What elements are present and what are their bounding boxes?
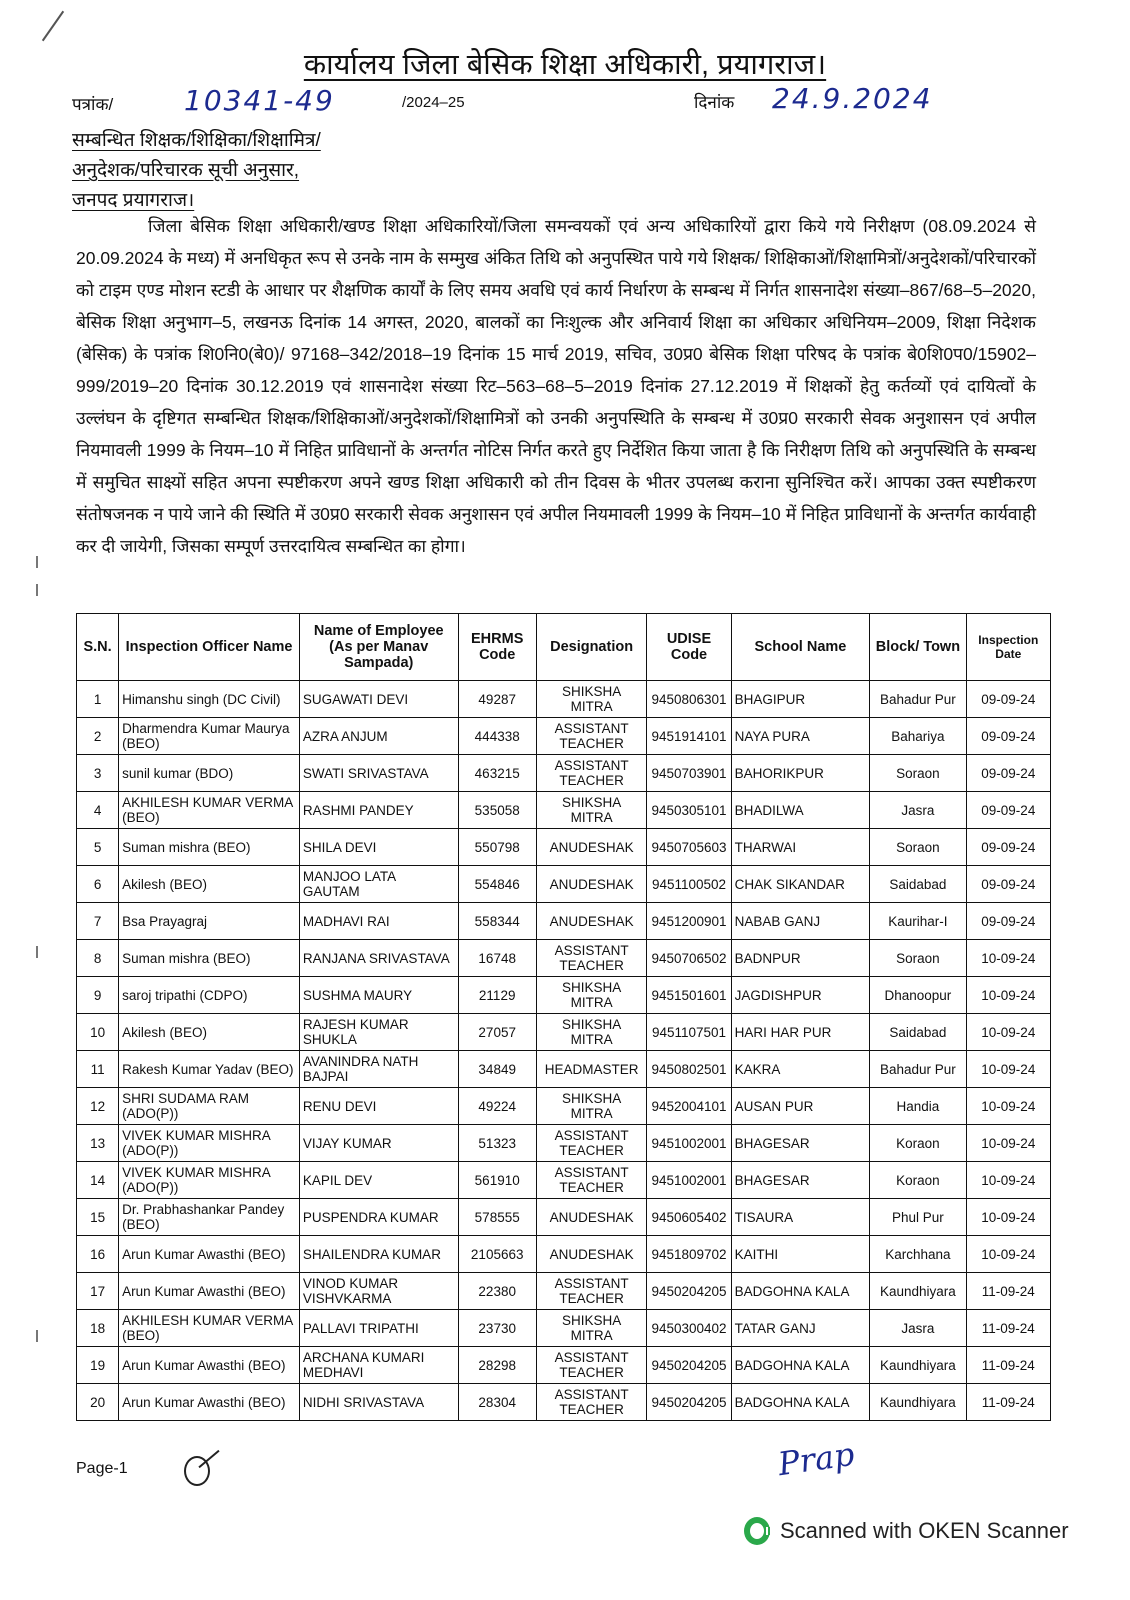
cell-udise: 9451002001 bbox=[647, 1162, 731, 1199]
cell-school: NABAB GANJ bbox=[731, 903, 870, 940]
cell-block: Phul Pur bbox=[870, 1199, 966, 1236]
office-title-text: कार्यालय जिला बेसिक शिक्षा अधिकारी, प्रयागराज। bbox=[303, 49, 827, 81]
cell-ehrms: 16748 bbox=[458, 940, 536, 977]
cell-date: 10-09-24 bbox=[966, 1125, 1050, 1162]
table-body bbox=[77, 681, 1051, 1421]
cell-school: BHAGESAR bbox=[731, 1162, 870, 1199]
cell-sn: 10 bbox=[77, 1014, 119, 1051]
scanner-watermark-text: Scanned with OKEN Scanner bbox=[780, 1518, 1069, 1543]
cell-date: 11-09-24 bbox=[966, 1347, 1050, 1384]
cell-udise: 9450305101 bbox=[647, 792, 731, 829]
cell-officer: sunil kumar (BDO) bbox=[119, 755, 300, 792]
cell-sn: 8 bbox=[77, 940, 119, 977]
cell-school: BHAGESAR bbox=[731, 1125, 870, 1162]
cell-designation: ANUDESHAK bbox=[536, 829, 646, 866]
cell-date: 11-09-24 bbox=[966, 1273, 1050, 1310]
cell-school: AUSAN PUR bbox=[731, 1088, 870, 1125]
cell-school: KAITHI bbox=[731, 1236, 870, 1273]
cell-employee: ARCHANA KUMARI MEDHAVI bbox=[299, 1347, 458, 1384]
cell-employee: RASHMI PANDEY bbox=[299, 792, 458, 829]
cell-udise: 9450204205 bbox=[647, 1384, 731, 1421]
cell-udise: 9450204205 bbox=[647, 1273, 731, 1310]
cell-block: Koraon bbox=[870, 1125, 966, 1162]
addressee-line-2: अनुदेशक/परिचारक सूची अनुसार, bbox=[72, 160, 300, 181]
table-row bbox=[77, 977, 1051, 1014]
cell-udise: 9450705603 bbox=[647, 829, 731, 866]
table-row bbox=[77, 718, 1051, 755]
addressee-line-1: सम्बन्धित शिक्षक/शिक्षिका/शिक्षामित्र/ bbox=[72, 130, 321, 151]
cell-designation: ASSISTANT TEACHER bbox=[536, 1347, 646, 1384]
table-row bbox=[77, 792, 1051, 829]
cell-udise: 9451100502 bbox=[647, 866, 731, 903]
cell-ehrms: 561910 bbox=[458, 1162, 536, 1199]
col-header-designation: Designation bbox=[536, 614, 646, 681]
cell-sn: 18 bbox=[77, 1310, 119, 1347]
table-row bbox=[77, 1162, 1051, 1199]
cell-udise: 9451107501 bbox=[647, 1014, 731, 1051]
table-row bbox=[77, 1236, 1051, 1273]
cell-date: 10-09-24 bbox=[966, 1088, 1050, 1125]
margin-mark bbox=[36, 584, 38, 596]
scanner-watermark bbox=[744, 1517, 1069, 1545]
cell-designation: SHIKSHA MITRA bbox=[536, 977, 646, 1014]
cell-school: BHADILWA bbox=[731, 792, 870, 829]
col-header-udise: UDISE Code bbox=[647, 614, 731, 681]
cell-officer: Rakesh Kumar Yadav (BEO) bbox=[119, 1051, 300, 1088]
cell-date: 10-09-24 bbox=[966, 1014, 1050, 1051]
cell-udise: 9450300402 bbox=[647, 1310, 731, 1347]
cell-ehrms: 2105663 bbox=[458, 1236, 536, 1273]
cell-block: Soraon bbox=[870, 940, 966, 977]
cell-employee: VINOD KUMAR VISHVKARMA bbox=[299, 1273, 458, 1310]
table-row bbox=[77, 866, 1051, 903]
margin-mark bbox=[36, 556, 38, 568]
cell-sn: 15 bbox=[77, 1199, 119, 1236]
cell-ehrms: 554846 bbox=[458, 866, 536, 903]
office-title bbox=[0, 44, 1130, 83]
cell-employee: KAPIL DEV bbox=[299, 1162, 458, 1199]
table-row bbox=[77, 1347, 1051, 1384]
cell-date: 09-09-24 bbox=[966, 755, 1050, 792]
absentee-table bbox=[76, 613, 1051, 1421]
table-row bbox=[77, 1088, 1051, 1125]
cell-ehrms: 463215 bbox=[458, 755, 536, 792]
cell-block: Jasra bbox=[870, 792, 966, 829]
page-number: Page-1 bbox=[76, 1460, 128, 1477]
cell-sn: 1 bbox=[77, 681, 119, 718]
col-header-school: School Name bbox=[731, 614, 870, 681]
cell-block: Jasra bbox=[870, 1310, 966, 1347]
cell-ehrms: 558344 bbox=[458, 903, 536, 940]
table-row bbox=[77, 1384, 1051, 1421]
cell-date: 09-09-24 bbox=[966, 681, 1050, 718]
date-handwritten: 24.9.2024 bbox=[772, 82, 933, 115]
ref-label: पत्रांक/ bbox=[72, 95, 114, 114]
cell-udise: 9450802501 bbox=[647, 1051, 731, 1088]
cell-employee: VIJAY KUMAR bbox=[299, 1125, 458, 1162]
cell-designation: ANUDESHAK bbox=[536, 866, 646, 903]
cell-school: BAHORIKPUR bbox=[731, 755, 870, 792]
cell-employee: RANJANA SRIVASTAVA bbox=[299, 940, 458, 977]
cell-officer: Dharmendra Kumar Maurya (BEO) bbox=[119, 718, 300, 755]
cell-officer: AKHILESH KUMAR VERMA (BEO) bbox=[119, 792, 300, 829]
ref-year: /2024–25 bbox=[402, 94, 465, 111]
cell-ehrms: 51323 bbox=[458, 1125, 536, 1162]
cell-date: 10-09-24 bbox=[966, 977, 1050, 1014]
cell-udise: 9450703901 bbox=[647, 755, 731, 792]
cell-employee: SHILA DEVI bbox=[299, 829, 458, 866]
col-header-officer: Inspection Officer Name bbox=[119, 614, 300, 681]
cell-udise: 9451200901 bbox=[647, 903, 731, 940]
cell-employee: PUSPENDRA KUMAR bbox=[299, 1199, 458, 1236]
cell-sn: 20 bbox=[77, 1384, 119, 1421]
cell-udise: 9450204205 bbox=[647, 1347, 731, 1384]
cell-block: Kaundhiyara bbox=[870, 1273, 966, 1310]
cell-date: 10-09-24 bbox=[966, 1236, 1050, 1273]
cell-designation: ANUDESHAK bbox=[536, 1236, 646, 1273]
cell-sn: 16 bbox=[77, 1236, 119, 1273]
table-row bbox=[77, 1199, 1051, 1236]
col-header-block: Block/ Town bbox=[870, 614, 966, 681]
cell-officer: Arun Kumar Awasthi (BEO) bbox=[119, 1273, 300, 1310]
cell-school: HARI HAR PUR bbox=[731, 1014, 870, 1051]
cell-officer: SHRI SUDAMA RAM (ADO(P)) bbox=[119, 1088, 300, 1125]
cell-officer: Arun Kumar Awasthi (BEO) bbox=[119, 1236, 300, 1273]
cell-ehrms: 49287 bbox=[458, 681, 536, 718]
cell-udise: 9451002001 bbox=[647, 1125, 731, 1162]
cell-block: Bahariya bbox=[870, 718, 966, 755]
cell-sn: 11 bbox=[77, 1051, 119, 1088]
cell-employee: AZRA ANJUM bbox=[299, 718, 458, 755]
cell-designation: ASSISTANT TEACHER bbox=[536, 718, 646, 755]
cell-udise: 9450605402 bbox=[647, 1199, 731, 1236]
cell-designation: ASSISTANT TEACHER bbox=[536, 1162, 646, 1199]
cell-block: Karchhana bbox=[870, 1236, 966, 1273]
reference-row bbox=[72, 82, 1032, 124]
cell-ehrms: 23730 bbox=[458, 1310, 536, 1347]
cell-designation: SHIKSHA MITRA bbox=[536, 681, 646, 718]
cell-school: TISAURA bbox=[731, 1199, 870, 1236]
cell-sn: 14 bbox=[77, 1162, 119, 1199]
cell-sn: 3 bbox=[77, 755, 119, 792]
cell-designation: SHIKSHA MITRA bbox=[536, 1088, 646, 1125]
cell-employee: SUGAWATI DEVI bbox=[299, 681, 458, 718]
cell-school: THARWAI bbox=[731, 829, 870, 866]
cell-sn: 13 bbox=[77, 1125, 119, 1162]
cell-officer: Arun Kumar Awasthi (BEO) bbox=[119, 1347, 300, 1384]
cell-date: 10-09-24 bbox=[966, 1199, 1050, 1236]
cell-date: 10-09-24 bbox=[966, 940, 1050, 977]
cell-officer: Suman mishra (BEO) bbox=[119, 829, 300, 866]
ref-number-handwritten: 10341-49 bbox=[184, 84, 335, 117]
cell-block: Dhanoopur bbox=[870, 977, 966, 1014]
cell-sn: 7 bbox=[77, 903, 119, 940]
cell-employee: SHAILENDRA KUMAR bbox=[299, 1236, 458, 1273]
cell-designation: ASSISTANT TEACHER bbox=[536, 1273, 646, 1310]
cell-employee: MANJOO LATA GAUTAM bbox=[299, 866, 458, 903]
table-row bbox=[77, 1125, 1051, 1162]
cell-designation: HEADMASTER bbox=[536, 1051, 646, 1088]
cell-ehrms: 28304 bbox=[458, 1384, 536, 1421]
cell-date: 09-09-24 bbox=[966, 829, 1050, 866]
cell-ehrms: 550798 bbox=[458, 829, 536, 866]
col-header-ehrms: EHRMS Code bbox=[458, 614, 536, 681]
cell-sn: 12 bbox=[77, 1088, 119, 1125]
cell-ehrms: 578555 bbox=[458, 1199, 536, 1236]
cell-officer: saroj tripathi (CDPO) bbox=[119, 977, 300, 1014]
cell-date: 10-09-24 bbox=[966, 1162, 1050, 1199]
cell-sn: 6 bbox=[77, 866, 119, 903]
cell-ehrms: 27057 bbox=[458, 1014, 536, 1051]
margin-mark bbox=[36, 946, 38, 958]
table-row bbox=[77, 1273, 1051, 1310]
cell-designation: SHIKSHA MITRA bbox=[536, 792, 646, 829]
cell-block: Koraon bbox=[870, 1162, 966, 1199]
cell-school: BADNPUR bbox=[731, 940, 870, 977]
cell-officer: Dr. Prabhashankar Pandey (BEO) bbox=[119, 1199, 300, 1236]
cell-employee: RENU DEVI bbox=[299, 1088, 458, 1125]
table-header-row bbox=[77, 614, 1051, 681]
cell-officer: AKHILESH KUMAR VERMA (BEO) bbox=[119, 1310, 300, 1347]
cell-employee: RAJESH KUMAR SHUKLA bbox=[299, 1014, 458, 1051]
cell-sn: 9 bbox=[77, 977, 119, 1014]
cell-officer: VIVEK KUMAR MISHRA (ADO(P)) bbox=[119, 1125, 300, 1162]
cell-school: BADGOHNA KALA bbox=[731, 1347, 870, 1384]
cell-sn: 5 bbox=[77, 829, 119, 866]
cell-block: Bahadur Pur bbox=[870, 1051, 966, 1088]
cell-ehrms: 22380 bbox=[458, 1273, 536, 1310]
cell-designation: ASSISTANT TEACHER bbox=[536, 1125, 646, 1162]
cell-block: Kaundhiyara bbox=[870, 1384, 966, 1421]
cell-designation: ANUDESHAK bbox=[536, 1199, 646, 1236]
cell-officer: Akilesh (BEO) bbox=[119, 1014, 300, 1051]
cell-ehrms: 444338 bbox=[458, 718, 536, 755]
officer-signature: Prap bbox=[775, 1434, 857, 1484]
cell-employee: NIDHI SRIVASTAVA bbox=[299, 1384, 458, 1421]
cell-designation: ASSISTANT TEACHER bbox=[536, 1384, 646, 1421]
cell-designation: ASSISTANT TEACHER bbox=[536, 755, 646, 792]
cell-block: Kaurihar-I bbox=[870, 903, 966, 940]
table-row bbox=[77, 755, 1051, 792]
cell-block: Soraon bbox=[870, 829, 966, 866]
cell-date: 09-09-24 bbox=[966, 792, 1050, 829]
cell-employee: AVANINDRA NATH BAJPAI bbox=[299, 1051, 458, 1088]
date-label: दिनांक bbox=[694, 93, 735, 112]
cell-date: 11-09-24 bbox=[966, 1384, 1050, 1421]
cell-school: CHAK SIKANDAR bbox=[731, 866, 870, 903]
cell-officer: Akilesh (BEO) bbox=[119, 866, 300, 903]
notice-body-paragraph: जिला बेसिक शिक्षा अधिकारी/खण्ड शिक्षा अधिकारियों/जिला समन्वयकों एवं अन्य अधिकारियों द्वारा किये गये निरीक्षण (08.09.2024 से 20.09.2024 के मध्य) में अनधिकृत रूप से उनके नाम के सम्मुख अंकित तिथि को अनुपस्थित पाये गये शिक्षक/ शिक्षिकाओं/शिक्षामित्रों/अनुदेशकों/परिचारकों को टाइम एण्ड मोशन स्टडी के आधार पर शैक्षणिक कार्यों के लिए समय अवधि एवं कार्य निर्धारण के सम्बन्ध में निर्गत शासनादेश संख्या–867/68–5–2020, बेसिक शिक्षा अनुभाग–5, लखनऊ दिनांक 14 अगस्त, 2020, बालकों का निःशुल्क और अनिवार्य शिक्षा का अधिकार अधिनियम–2009, शिक्षा निदेशक (बेसिक) के पत्रांक शि0नि0(बे0)/ 97168–342/2018–19 दिनांक 15 मार्च 2019, सचिव, उ0प्र0 बेसिक शिक्षा परिषद के पत्रांक बे0शि0प0/15902–999/2019–20 दिनांक 30.12.2019 एवं शासनादेश संख्या रिट–563–68–5–2019 दिनांक 27.12.2019 में शिक्षकों हेतु कर्तव्यों एवं दायित्वों के उल्लंघन के दृष्टिगत सम्बन्धित शिक्षक/शिक्षिकाओं/अनुदेशकों/शिक्षामित्रों को उनकी अनुपस्थिति के सम्बन्ध में उ0प्र0 सरकारी सेवक अनुशासन एवं अपील नियमावली 1999 के नियम–10 में निहित प्राविधानों के अन्तर्गत नोटिस निर्गत करते हुए निर्देशित किया जाता है कि निरीक्षण तिथि को अनुपस्थिति के सम्बन्ध में समुचित साक्ष्यों सहित अपना स्पष्टीकरण अपने खण्ड शिक्षा अधिकारी को तीन दिवस के भीतर उपलब्ध कराना सुनिश्चित करें। आपका उक्त स्पष्टीकरण संतोषजनक न पाये जाने की स्थिति में उ0प्र0 सरकारी सेवक अनुशासन एवं अपील नियमावली 1999 के नियम–10 में निहित प्राविधानों के अन्तर्गत कार्यवाही कर दी जायेगी, जिसका सम्पूर्ण उत्तरदायित्व सम्बन्धित का होगा। bbox=[76, 216, 1036, 556]
margin-mark bbox=[36, 1330, 38, 1342]
oken-scanner-logo-icon bbox=[744, 1517, 770, 1545]
cell-designation: ANUDESHAK bbox=[536, 903, 646, 940]
col-header-date: Inspection Date bbox=[966, 614, 1050, 681]
cell-udise: 9450806301 bbox=[647, 681, 731, 718]
cell-officer: Bsa Prayagraj bbox=[119, 903, 300, 940]
cell-ehrms: 49224 bbox=[458, 1088, 536, 1125]
cell-date: 09-09-24 bbox=[966, 718, 1050, 755]
cell-ehrms: 34849 bbox=[458, 1051, 536, 1088]
cell-ehrms: 535058 bbox=[458, 792, 536, 829]
cell-block: Saidabad bbox=[870, 866, 966, 903]
pen-stroke-mark bbox=[42, 11, 64, 42]
cell-block: Bahadur Pur bbox=[870, 681, 966, 718]
cell-school: NAYA PURA bbox=[731, 718, 870, 755]
cell-date: 09-09-24 bbox=[966, 866, 1050, 903]
table-row bbox=[77, 1051, 1051, 1088]
cell-block: Saidabad bbox=[870, 1014, 966, 1051]
cell-sn: 19 bbox=[77, 1347, 119, 1384]
cell-school: JAGDISHPUR bbox=[731, 977, 870, 1014]
cell-date: 10-09-24 bbox=[966, 1051, 1050, 1088]
cell-udise: 9450706502 bbox=[647, 940, 731, 977]
cell-employee: SWATI SRIVASTAVA bbox=[299, 755, 458, 792]
cell-employee: MADHAVI RAI bbox=[299, 903, 458, 940]
table-row bbox=[77, 829, 1051, 866]
cell-officer: Arun Kumar Awasthi (BEO) bbox=[119, 1384, 300, 1421]
cell-udise: 9451809702 bbox=[647, 1236, 731, 1273]
table-row bbox=[77, 681, 1051, 718]
cell-school: TATAR GANJ bbox=[731, 1310, 870, 1347]
col-header-sn: S.N. bbox=[77, 614, 119, 681]
cell-school: BADGOHNA KALA bbox=[731, 1384, 870, 1421]
cell-date: 11-09-24 bbox=[966, 1310, 1050, 1347]
cell-udise: 9452004101 bbox=[647, 1088, 731, 1125]
cell-officer: VIVEK KUMAR MISHRA (ADO(P)) bbox=[119, 1162, 300, 1199]
cell-ehrms: 28298 bbox=[458, 1347, 536, 1384]
table-row bbox=[77, 1014, 1051, 1051]
cell-udise: 9451501601 bbox=[647, 977, 731, 1014]
cell-employee: SUSHMA MAURY bbox=[299, 977, 458, 1014]
cell-employee: PALLAVI TRIPATHI bbox=[299, 1310, 458, 1347]
cell-school: BHAGIPUR bbox=[731, 681, 870, 718]
cell-designation: ASSISTANT TEACHER bbox=[536, 940, 646, 977]
cell-sn: 17 bbox=[77, 1273, 119, 1310]
addressee-line-3: जनपद प्रयागराज। bbox=[72, 190, 195, 211]
cell-date: 09-09-24 bbox=[966, 903, 1050, 940]
cell-designation: SHIKSHA MITRA bbox=[536, 1014, 646, 1051]
cell-school: KAKRA bbox=[731, 1051, 870, 1088]
cell-block: Kaundhiyara bbox=[870, 1347, 966, 1384]
cell-sn: 2 bbox=[77, 718, 119, 755]
cell-designation: SHIKSHA MITRA bbox=[536, 1310, 646, 1347]
col-header-employee: Name of Employee (As per Manav Sampada) bbox=[299, 614, 458, 681]
cell-school: BADGOHNA KALA bbox=[731, 1273, 870, 1310]
table-row bbox=[77, 940, 1051, 977]
table-row bbox=[77, 903, 1051, 940]
cell-officer: Suman mishra (BEO) bbox=[119, 940, 300, 977]
cell-udise: 9451914101 bbox=[647, 718, 731, 755]
cell-block: Handia bbox=[870, 1088, 966, 1125]
cell-ehrms: 21129 bbox=[458, 977, 536, 1014]
table-row bbox=[77, 1310, 1051, 1347]
cell-officer: Himanshu singh (DC Civil) bbox=[119, 681, 300, 718]
cell-block: Soraon bbox=[870, 755, 966, 792]
cell-sn: 4 bbox=[77, 792, 119, 829]
